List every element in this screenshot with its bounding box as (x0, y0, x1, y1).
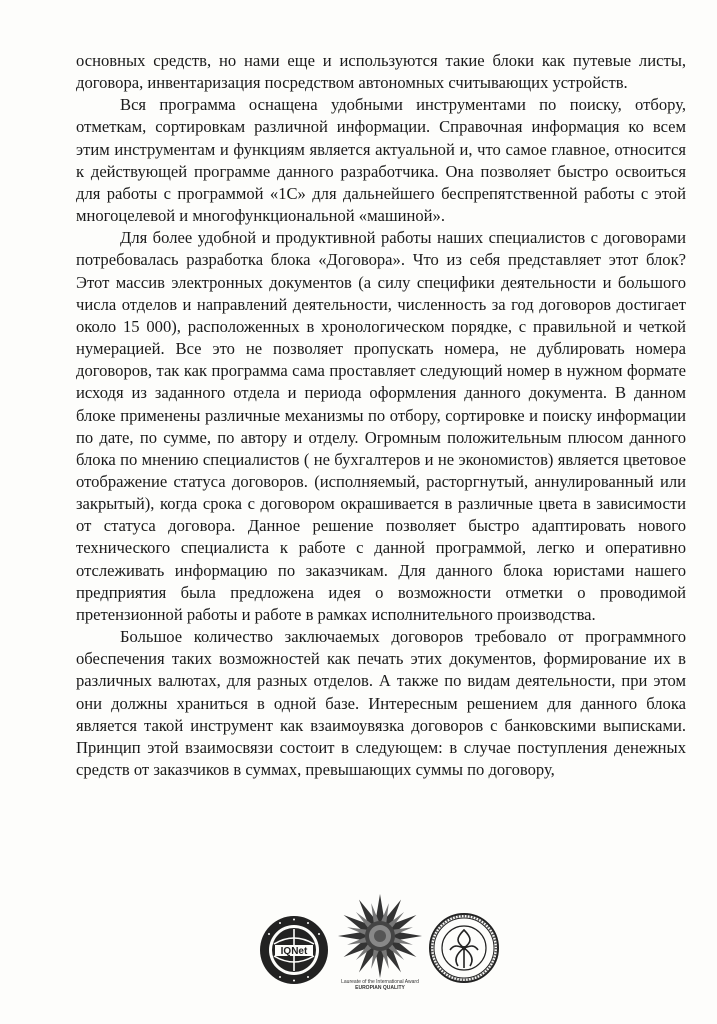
paragraph-4: Большое количество заключаемых договоров требовало от программного обеспечения таких возможностей как печать этих документов, формирование их в различных валютах, для разных отделов. А также по видам деятельности, при этом они должны храниться в одной базе. Интересным решением для данного блока является такой инструмент как взаимоувязка договоров с банковскими выписками. Принцип этой взаимосвязи состоит в следующем: в случае поступления денежных средств от заказчиков в суммах, превышающих суммы по договору, (76, 627, 686, 779)
ornamental-round-seal-icon (428, 912, 500, 984)
iqnet-certification-seal-icon (258, 914, 330, 986)
certification-logos (250, 890, 510, 1015)
award-caption-line2: EUROPIAN QUALITY (355, 985, 405, 991)
iqnet-logo-text: IQNet (280, 946, 308, 957)
document-body (76, 50, 686, 781)
paragraph-2: Вся программа оснащена удобными инструментами по поиску, отбору, отметкам, сортировкам различной информации. Справочная информация ко всем этим инструментам и функциям является актуальной и, что самое главное, относится к действующей программе данного разработчика. Она позволяет быстро освоиться для работы с программой «1С» для дальнейшего беспрепятственной работы с этой многоцелевой и многофункциональной «машиной». (76, 95, 686, 226)
award-caption-line1: Laureate of the International Award (341, 979, 419, 985)
paragraph-3: Для более удобной и продуктивной работы наших специалистов с договорами потребовалась разработка блока «Договора». Что из себя представляет этот блок? Этот массив электронных документов (а силу специфики деятельности и большого числа отделов и направлений деятельности, численность за год договоров достигает около 15 000), расположенных в хронологическом порядке, с правильной и четкой нумерацией. Все это не позволяет пропускать номера, не дублировать номера договоров, так как программа сама проставляет следующий номер в нужном формате исходя из заданного отдела и периода оформления данного документа. В данном блоке применены различные механизмы по отбору, сортировке и поиску информации по дате, по сумме, по автору и отделу. Огромным положительным плюсом данного блока по мнению специалистов ( не бухгалтеров и не экономистов) является цветовое отображение статуса договоров. (исполняемый, расторгнутый, аннулированный или закрытый), когда срока с договором окрашивается в различные цвета в зависимости от статуса договора. Данное решение позволяет быстро адаптировать нового технического специалиста к работе с данной программой, легко и оперативно отслеживать информацию по заказчикам. Для данного блока юристами нашего предприятия была предложена идея о возможности отметки о проводимой претензионной работы и работе в рамках исполнительного производства. (76, 228, 686, 624)
paragraph-1: основных средств, но нами еще и используются такие блоки как путевые листы, договора, инвентаризация посредством автономных считывающих устройств. (76, 51, 686, 93)
european-quality-star-icon (332, 892, 428, 992)
